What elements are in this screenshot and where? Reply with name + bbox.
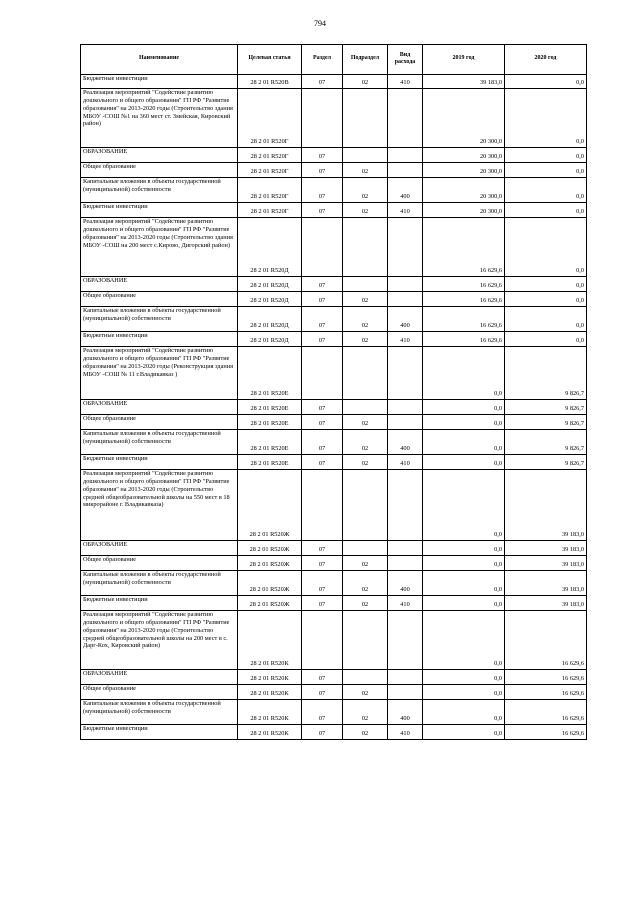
row-subsection-cell (343, 611, 388, 670)
table-row (81, 332, 587, 347)
row-subsection-cell: 02 (343, 556, 388, 571)
row-expense-type-cell: 410 (388, 332, 423, 347)
table-row (81, 470, 587, 541)
row-subsection-cell (343, 541, 388, 556)
row-2019-cell: 0,0 (423, 455, 505, 470)
row-2020-cell: 9 826,7 (505, 347, 587, 400)
row-2019-cell: 16 629,6 (423, 307, 505, 332)
row-2020-cell: 0,0 (505, 277, 587, 292)
row-subsection-cell: 02 (343, 178, 388, 203)
row-section-cell: 07 (302, 415, 343, 430)
row-section-cell (302, 218, 343, 277)
row-name-cell: Бюджетные инвестиции (81, 596, 238, 611)
row-name-cell: ОБРАЗОВАНИЕ (81, 148, 238, 163)
row-subsection-cell (343, 470, 388, 541)
row-target-article-cell: 28 2 01 R520Е (238, 400, 302, 415)
row-name-cell: Реализация мероприятий "Содействие развитию дошкольного и общего образования" ГП РФ "Развитие образования" на 2013-2020 годы (Строительство средней общеобразовательной школы на 550 мест в 18 микрорайоне г. Владикавказа) (81, 470, 238, 541)
row-expense-type-cell (388, 556, 423, 571)
table-row (81, 596, 587, 611)
row-target-article-cell: 28 2 01 R520Е (238, 430, 302, 455)
row-section-cell: 07 (302, 430, 343, 455)
row-2019-cell: 20 300,0 (423, 203, 505, 218)
row-target-article-cell: 28 2 01 R520Г (238, 148, 302, 163)
row-section-cell (302, 611, 343, 670)
row-name-cell: Бюджетные инвестиции (81, 455, 238, 470)
row-section-cell: 07 (302, 596, 343, 611)
table-row (81, 148, 587, 163)
row-section-cell: 07 (302, 75, 343, 89)
row-2019-cell: 20 300,0 (423, 178, 505, 203)
row-expense-type-cell (388, 541, 423, 556)
row-section-cell: 07 (302, 400, 343, 415)
row-subsection-cell (343, 670, 388, 685)
table-row (81, 347, 587, 400)
row-expense-type-cell: 400 (388, 178, 423, 203)
row-expense-type-cell: 410 (388, 75, 423, 89)
row-2019-cell: 16 629,6 (423, 277, 505, 292)
row-target-article-cell: 28 2 01 R520Ж (238, 541, 302, 556)
row-target-article-cell: 28 2 01 R520К (238, 611, 302, 670)
row-2019-cell: 0,0 (423, 571, 505, 596)
row-2019-cell: 0,0 (423, 400, 505, 415)
row-name-cell: Общее образование (81, 685, 238, 700)
row-2020-cell: 0,0 (505, 89, 587, 148)
table-row (81, 556, 587, 571)
row-section-cell (302, 89, 343, 148)
row-2020-cell: 0,0 (505, 218, 587, 277)
row-subsection-cell: 02 (343, 685, 388, 700)
row-2020-cell: 0,0 (505, 332, 587, 347)
table-row (81, 277, 587, 292)
table-row (81, 700, 587, 725)
row-expense-type-cell: 400 (388, 307, 423, 332)
row-name-cell: Общее образование (81, 415, 238, 430)
row-subsection-cell: 02 (343, 203, 388, 218)
row-2020-cell: 16 629,6 (505, 725, 587, 740)
row-name-cell: Капитальные вложения в объекты государственной (муниципальной) собственности (81, 700, 238, 725)
row-subsection-cell (343, 400, 388, 415)
row-section-cell: 07 (302, 571, 343, 596)
table-row (81, 670, 587, 685)
row-section-cell (302, 470, 343, 541)
table-row (81, 203, 587, 218)
row-2020-cell: 0,0 (505, 163, 587, 178)
row-subsection-cell: 02 (343, 455, 388, 470)
row-2020-cell: 16 629,6 (505, 611, 587, 670)
row-section-cell: 07 (302, 277, 343, 292)
row-expense-type-cell (388, 347, 423, 400)
table-row (81, 571, 587, 596)
row-subsection-cell: 02 (343, 725, 388, 740)
row-expense-type-cell (388, 89, 423, 148)
row-target-article-cell: 28 2 01 R520Г (238, 163, 302, 178)
row-2019-cell: 0,0 (423, 541, 505, 556)
row-expense-type-cell (388, 218, 423, 277)
row-expense-type-cell (388, 611, 423, 670)
row-2020-cell: 39 183,0 (505, 571, 587, 596)
row-target-article-cell: 28 2 01 R520В (238, 75, 302, 89)
row-name-cell: ОБРАЗОВАНИЕ (81, 277, 238, 292)
row-subsection-cell: 02 (343, 430, 388, 455)
row-2020-cell: 39 183,0 (505, 596, 587, 611)
row-target-article-cell: 28 2 01 R520Е (238, 415, 302, 430)
header-subsection: Подраздел (343, 45, 388, 75)
row-section-cell: 07 (302, 307, 343, 332)
row-name-cell: Общее образование (81, 292, 238, 307)
row-expense-type-cell (388, 292, 423, 307)
header-expense-type: Вид расхода (388, 45, 423, 75)
budget-table (80, 44, 587, 740)
row-expense-type-cell (388, 400, 423, 415)
row-name-cell: Бюджетные инвестиции (81, 725, 238, 740)
row-name-cell: Капитальные вложения в объекты государственной (муниципальной) собственности (81, 430, 238, 455)
row-2020-cell: 16 629,6 (505, 670, 587, 685)
row-2019-cell: 0,0 (423, 611, 505, 670)
row-target-article-cell: 28 2 01 R520К (238, 700, 302, 725)
row-expense-type-cell (388, 470, 423, 541)
row-subsection-cell: 02 (343, 700, 388, 725)
table-row (81, 541, 587, 556)
row-section-cell: 07 (302, 163, 343, 178)
row-2019-cell: 20 300,0 (423, 163, 505, 178)
row-target-article-cell: 28 2 01 R520Д (238, 277, 302, 292)
row-2020-cell: 0,0 (505, 203, 587, 218)
header-section: Раздел (302, 45, 343, 75)
page-number: 794 (314, 19, 326, 28)
table-row (81, 430, 587, 455)
row-2020-cell: 0,0 (505, 178, 587, 203)
row-section-cell: 07 (302, 670, 343, 685)
row-name-cell: Общее образование (81, 163, 238, 178)
row-2020-cell: 9 826,7 (505, 430, 587, 455)
row-expense-type-cell: 400 (388, 571, 423, 596)
row-target-article-cell: 28 2 01 R520Д (238, 218, 302, 277)
row-2019-cell: 0,0 (423, 415, 505, 430)
row-2020-cell: 9 826,7 (505, 415, 587, 430)
table-row (81, 725, 587, 740)
row-expense-type-cell: 410 (388, 455, 423, 470)
row-name-cell: Реализация мероприятий "Содействие развитию дошкольного и общего образования" ГП РФ "Развитие образования" на 2013-2020 годы (Строительство здания МБОУ -СОШ на 200 мест с.Кирово, Дигорский район) (81, 218, 238, 277)
row-2019-cell: 0,0 (423, 430, 505, 455)
row-subsection-cell: 02 (343, 332, 388, 347)
table-row (81, 307, 587, 332)
row-section-cell: 07 (302, 332, 343, 347)
row-subsection-cell: 02 (343, 571, 388, 596)
table-body (81, 75, 587, 740)
row-target-article-cell: 28 2 01 R520Ж (238, 596, 302, 611)
row-target-article-cell: 28 2 01 R520Ж (238, 556, 302, 571)
row-2020-cell: 9 826,7 (505, 455, 587, 470)
table-row (81, 400, 587, 415)
table-row (81, 75, 587, 89)
row-2020-cell: 0,0 (505, 148, 587, 163)
row-2019-cell: 39 183,0 (423, 75, 505, 89)
row-subsection-cell: 02 (343, 596, 388, 611)
row-name-cell: Реализация мероприятий "Содействие развитию дошкольного и общего образования" ГП РФ "Развитие образования" на 2013-2020 годы (Реконструкция здания МБОУ -СОШ № 11 г.Владикавказ ) (81, 347, 238, 400)
row-name-cell: Капитальные вложения в объекты государственной (муниципальной) собственности (81, 178, 238, 203)
table-row (81, 178, 587, 203)
row-2020-cell: 0,0 (505, 75, 587, 89)
row-subsection-cell (343, 89, 388, 148)
row-subsection-cell (343, 218, 388, 277)
row-2019-cell: 20 300,0 (423, 148, 505, 163)
row-name-cell: Реализация мероприятий "Содействие развитию дошкольного и общего образования" ГП РФ "Развитие образования" на 2013-2020 годы (Строительство здания МБОУ -СОШ №1 на 360 мест ст. Змейская, Кировский район) (81, 89, 238, 148)
row-2019-cell: 0,0 (423, 470, 505, 541)
row-section-cell: 07 (302, 178, 343, 203)
row-section-cell: 07 (302, 203, 343, 218)
row-subsection-cell: 02 (343, 75, 388, 89)
row-expense-type-cell (388, 277, 423, 292)
row-section-cell: 07 (302, 292, 343, 307)
row-expense-type-cell: 400 (388, 700, 423, 725)
row-section-cell: 07 (302, 700, 343, 725)
row-section-cell: 07 (302, 541, 343, 556)
row-2020-cell: 9 826,7 (505, 400, 587, 415)
row-name-cell: ОБРАЗОВАНИЕ (81, 400, 238, 415)
table-row (81, 218, 587, 277)
row-target-article-cell: 28 2 01 R520Ж (238, 571, 302, 596)
row-name-cell: ОБРАЗОВАНИЕ (81, 541, 238, 556)
row-expense-type-cell (388, 163, 423, 178)
row-2019-cell: 0,0 (423, 725, 505, 740)
row-target-article-cell: 28 2 01 R520Е (238, 455, 302, 470)
row-2020-cell: 0,0 (505, 307, 587, 332)
row-2020-cell: 16 629,6 (505, 685, 587, 700)
table-row (81, 292, 587, 307)
row-section-cell: 07 (302, 556, 343, 571)
row-name-cell: Реализация мероприятий "Содействие развитию дошкольного и общего образования" ГП РФ "Развитие образования" на 2013-2020 годы (Строительство средней общеобразовательной школы на 200 мест в с. Дарг-Кох, Кировский район) (81, 611, 238, 670)
table-row (81, 163, 587, 178)
row-expense-type-cell (388, 148, 423, 163)
row-expense-type-cell: 400 (388, 430, 423, 455)
row-2019-cell: 16 629,6 (423, 332, 505, 347)
row-subsection-cell: 02 (343, 163, 388, 178)
row-target-article-cell: 28 2 01 R520Ж (238, 470, 302, 541)
row-target-article-cell: 28 2 01 R520Д (238, 292, 302, 307)
row-section-cell: 07 (302, 685, 343, 700)
row-subsection-cell (343, 148, 388, 163)
row-expense-type-cell: 410 (388, 203, 423, 218)
header-target-article: Целевая статья (238, 45, 302, 75)
row-2020-cell: 39 183,0 (505, 556, 587, 571)
row-target-article-cell: 28 2 01 R520Г (238, 178, 302, 203)
row-section-cell (302, 347, 343, 400)
row-name-cell: Бюджетные инвестиции (81, 332, 238, 347)
row-2019-cell: 0,0 (423, 596, 505, 611)
row-target-article-cell: 28 2 01 R520Д (238, 307, 302, 332)
row-name-cell: Капитальные вложения в объекты государственной (муниципальной) собственности (81, 307, 238, 332)
row-target-article-cell: 28 2 01 R520Г (238, 203, 302, 218)
row-target-article-cell: 28 2 01 R520Г (238, 89, 302, 148)
header-name: Наименование (81, 45, 238, 75)
row-name-cell: ОБРАЗОВАНИЕ (81, 670, 238, 685)
row-name-cell: Общее образование (81, 556, 238, 571)
table-row (81, 415, 587, 430)
table-row (81, 89, 587, 148)
row-2019-cell: 0,0 (423, 685, 505, 700)
row-expense-type-cell (388, 415, 423, 430)
row-subsection-cell (343, 347, 388, 400)
header-2019: 2019 год (423, 45, 505, 75)
row-expense-type-cell (388, 670, 423, 685)
row-target-article-cell: 28 2 01 R520К (238, 725, 302, 740)
table-row (81, 611, 587, 670)
row-2020-cell: 39 183,0 (505, 541, 587, 556)
row-subsection-cell: 02 (343, 415, 388, 430)
row-name-cell: Бюджетные инвестиции (81, 75, 238, 89)
row-section-cell: 07 (302, 725, 343, 740)
row-subsection-cell (343, 277, 388, 292)
row-2019-cell: 0,0 (423, 670, 505, 685)
row-name-cell: Бюджетные инвестиции (81, 203, 238, 218)
row-2019-cell: 0,0 (423, 347, 505, 400)
row-target-article-cell: 28 2 01 R520Е (238, 347, 302, 400)
row-name-cell: Капитальные вложения в объекты государственной (муниципальной) собственности (81, 571, 238, 596)
row-subsection-cell: 02 (343, 307, 388, 332)
table-row (81, 455, 587, 470)
row-2019-cell: 20 300,0 (423, 89, 505, 148)
row-target-article-cell: 28 2 01 R520К (238, 685, 302, 700)
row-expense-type-cell: 410 (388, 725, 423, 740)
table-header-row (81, 45, 587, 75)
row-section-cell: 07 (302, 148, 343, 163)
row-2020-cell: 0,0 (505, 292, 587, 307)
row-target-article-cell: 28 2 01 R520К (238, 670, 302, 685)
row-2020-cell: 16 629,6 (505, 700, 587, 725)
row-expense-type-cell (388, 685, 423, 700)
row-2019-cell: 16 629,6 (423, 218, 505, 277)
row-subsection-cell: 02 (343, 292, 388, 307)
header-2020: 2020 год (505, 45, 587, 75)
row-2020-cell: 39 183,0 (505, 470, 587, 541)
row-2019-cell: 0,0 (423, 700, 505, 725)
row-2019-cell: 0,0 (423, 556, 505, 571)
row-expense-type-cell: 410 (388, 596, 423, 611)
table-row (81, 685, 587, 700)
row-section-cell: 07 (302, 455, 343, 470)
row-target-article-cell: 28 2 01 R520Д (238, 332, 302, 347)
row-2019-cell: 16 629,6 (423, 292, 505, 307)
